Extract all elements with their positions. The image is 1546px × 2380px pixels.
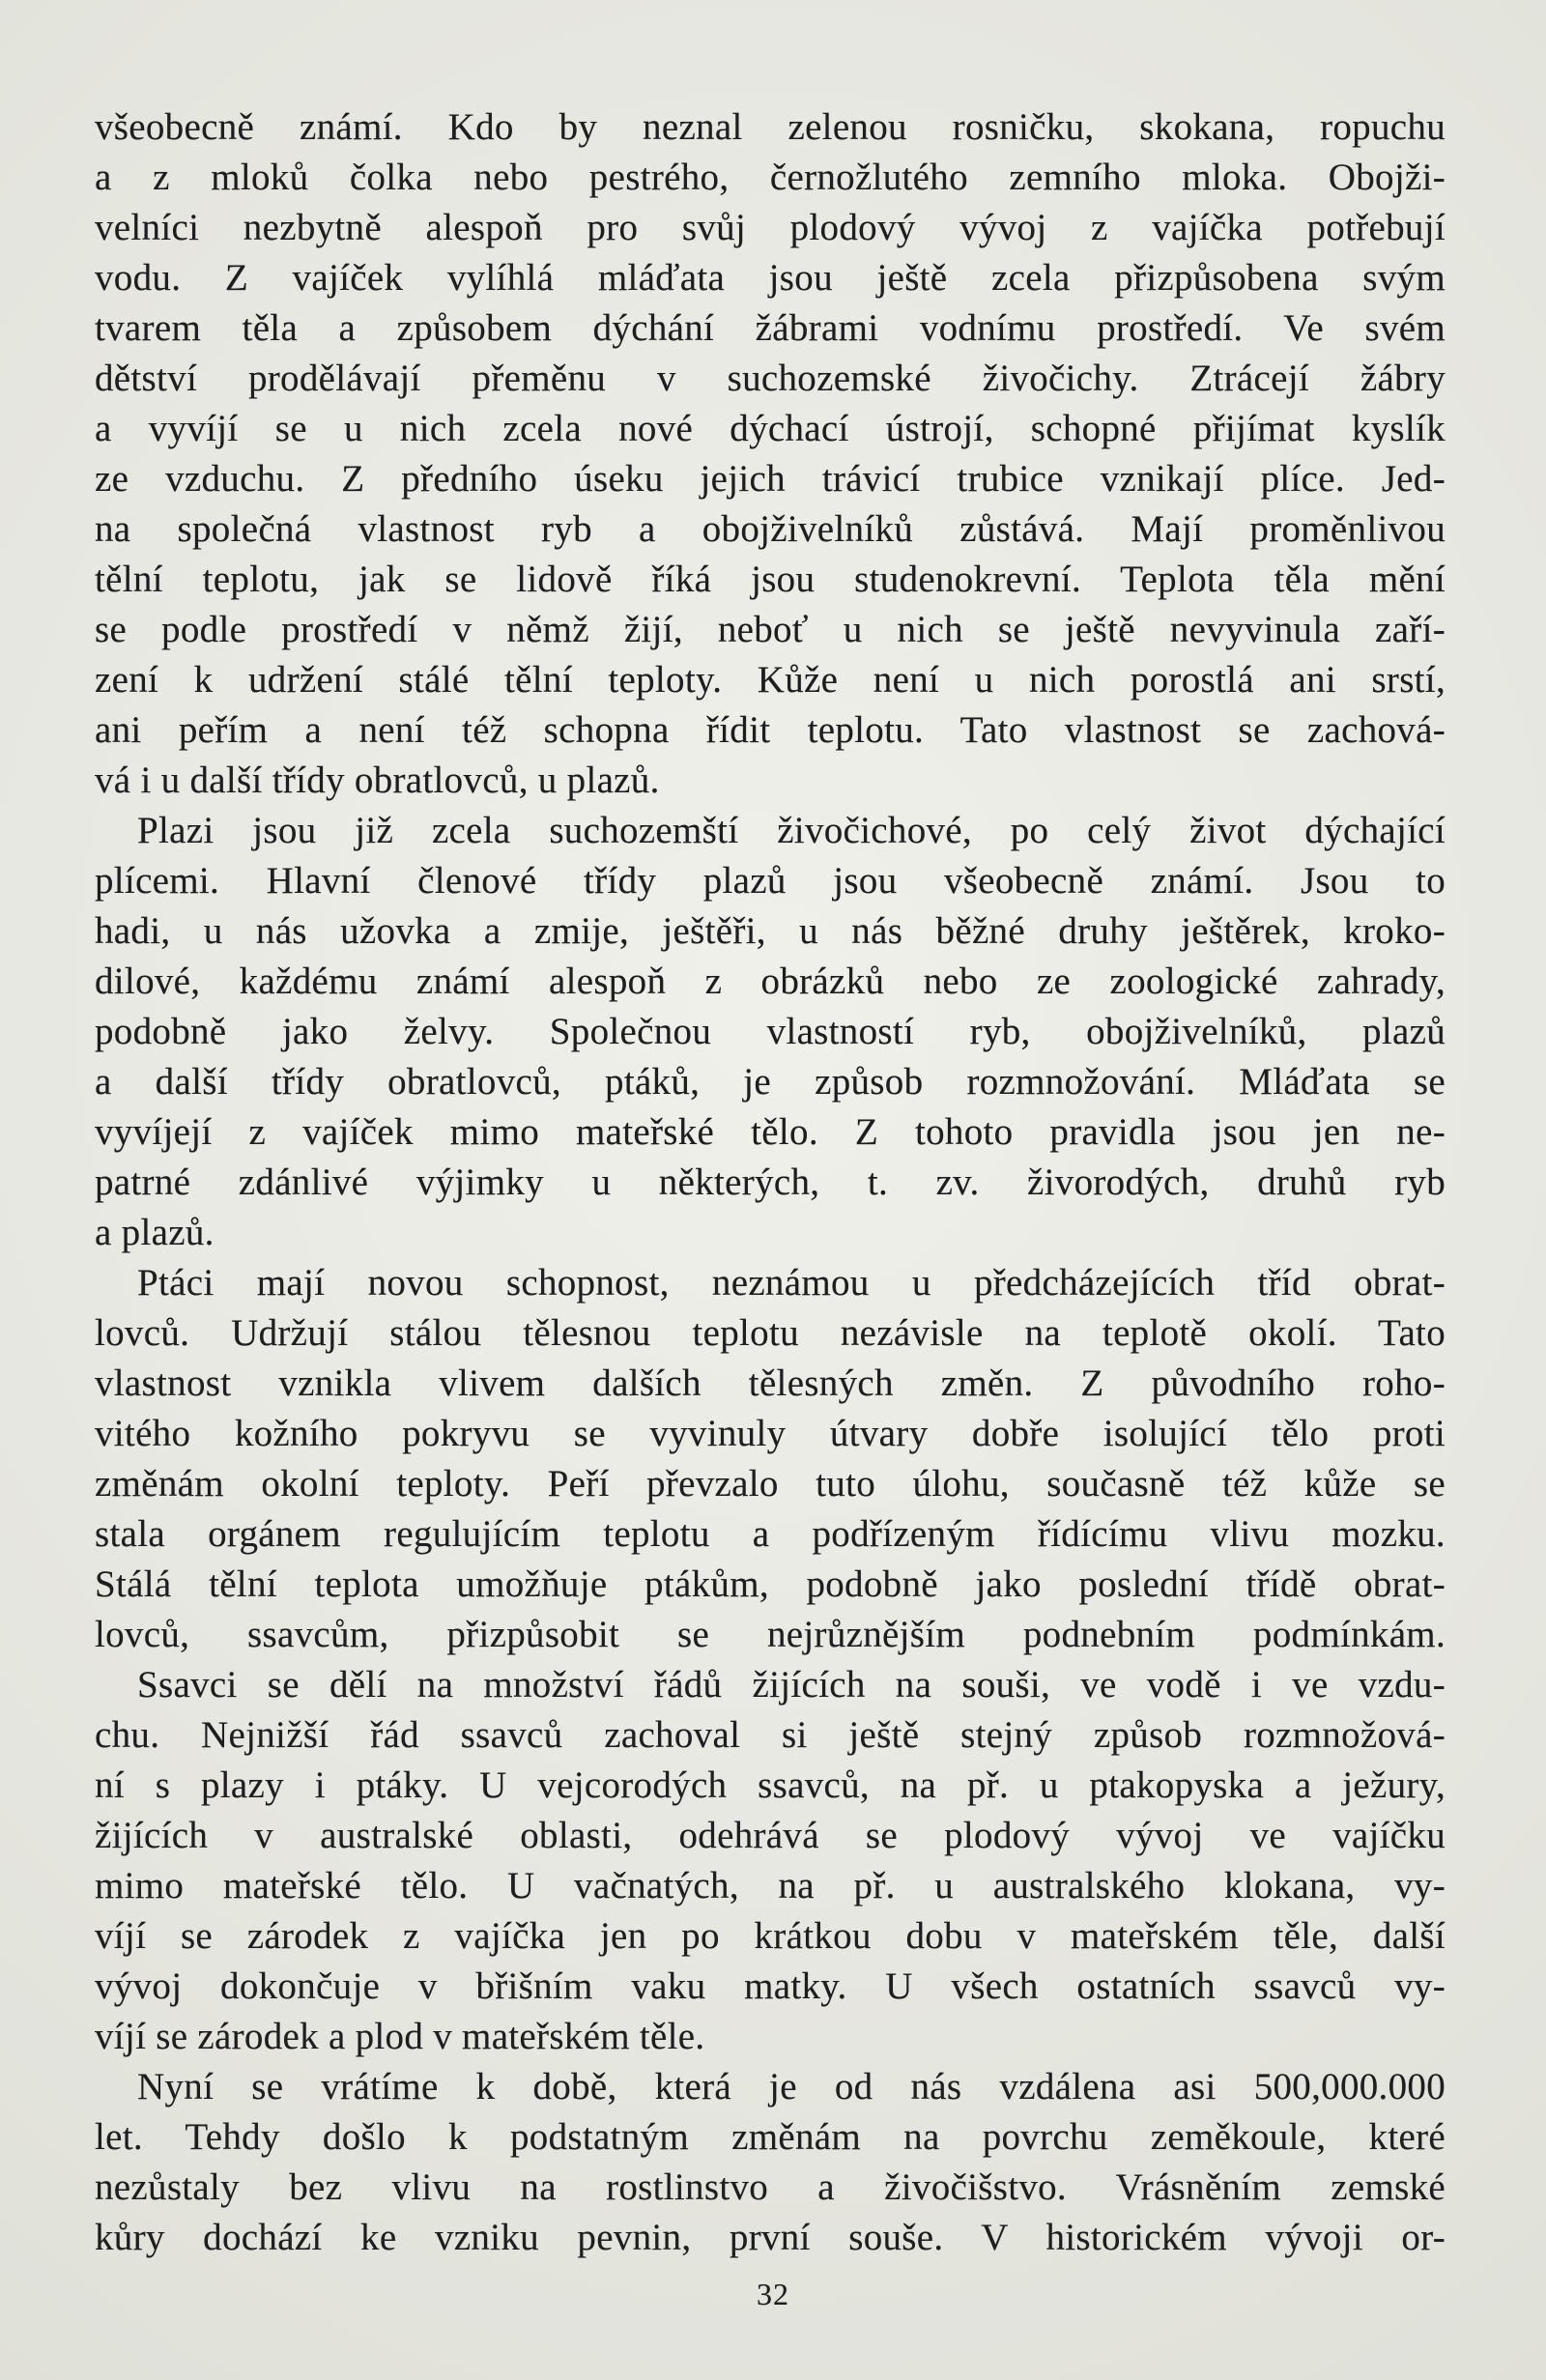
text-line: zení k udržení stálé tělní teploty. Kůže není u nich porostlá ani srstí, [95, 659, 1446, 701]
text-line: a vyvíjí se u nich zcela nové dýchací ústrojí, schopné přijímat kyslík [95, 408, 1446, 449]
text-line: Plazi jsou již zcela suchozemští živočichové, po celý život dýchající [137, 810, 1446, 851]
text-line: ze vzduchu. Z předního úseku jejich trávicí trubice vznikají plíce. Jed- [95, 458, 1446, 500]
page-number: 32 [757, 2277, 789, 2311]
text-line: na společná vlastnost ryb a obojživelníků zůstává. Mají proměnlivou [95, 508, 1446, 550]
text-line: a další třídy obratlovců, ptáků, je způsob rozmnožování. Mláďata se [95, 1061, 1446, 1103]
text-line: dilové, každému známí alespoň z obrázků nebo ze zoologické zahrady, [95, 961, 1446, 1002]
text-line: stala orgánem regulujícím teplotu a podřízeným řídícímu vlivu mozku. [95, 1513, 1446, 1555]
text-line: plícemi. Hlavní členové třídy plazů jsou všeobecně známí. Jsou to [95, 860, 1446, 902]
text-line: podobně jako želvy. Společnou vlastností ryb, obojživelníků, plazů [95, 1011, 1446, 1052]
text-block [95, 102, 1446, 2263]
text-line: lovců, ssavcům, přizpůsobit se nejrůznějším podnebním podmínkám. [95, 1614, 1446, 1655]
text-line: vitého kožního pokryvu se vyvinuly útvary dobře isolující tělo proti [95, 1413, 1446, 1454]
text-line: ani peřím a není též schopna řídit teplotu. Tato vlastnost se zachová- [95, 709, 1446, 751]
text-line: ní s plazy i ptáky. U vejcorodých ssavců, na př. u ptakopyska a ježury, [95, 1764, 1446, 1806]
text-line: kůry dochází ke vzniku pevnin, první souše. V historickém vývoji or- [95, 2217, 1446, 2258]
text-line: vyvíjejí z vajíček mimo mateřské tělo. Z tohoto pravidla jsou jen ne- [95, 1111, 1446, 1153]
text-line: patrné zdánlivé výjimky u některých, t. zv. živorodých, druhů ryb [95, 1161, 1446, 1203]
text-line: žijících v australské oblasti, odehrává se plodový vývoj ve vajíčku [95, 1815, 1446, 1856]
text-line: lovců. Udržují stálou tělesnou teplotu nezávisle na teplotě okolí. Tato [95, 1312, 1446, 1354]
text-line: chu. Nejnižší řád ssavců zachoval si ještě stejný způsob rozmnožová- [95, 1714, 1446, 1756]
text-line: vývoj dokončuje v břišním vaku matky. U všech ostatních ssavců vy- [95, 1965, 1446, 2007]
paragraph [95, 102, 1446, 806]
text-line: a z mloků čolka nebo pestrého, černožlutého zemního mloka. Obojži- [95, 157, 1446, 198]
text-line: vlastnost vznikla vlivem dalších tělesných změn. Z původního roho- [95, 1362, 1446, 1404]
text-line: let. Tehdy došlo k podstatným změnám na povrchu zeměkoule, které [95, 2116, 1446, 2158]
text-line: vá i u další třídy obratlovců, u plazů. [95, 760, 660, 801]
text-line: dětství prodělávají přeměnu v suchozemské živočichy. Ztrácejí žábry [95, 358, 1446, 399]
text-line: mimo mateřské tělo. U vačnatých, na př. u australského klokana, vy- [95, 1865, 1446, 1907]
text-line: hadi, u nás užovka a zmije, ještěři, u nás běžné druhy ještěrek, kroko- [95, 910, 1446, 952]
text-line: se podle prostředí v němž žijí, neboť u nich se ještě nevyvinula zaří- [95, 609, 1446, 650]
paragraph [95, 806, 1446, 1258]
text-line: víjí se zárodek z vajíčka jen po krátkou dobu v mateřském těle, další [95, 1915, 1446, 1957]
text-line: Ptáci mají novou schopnost, neznámou u předcházejících tříd obrat- [137, 1262, 1446, 1304]
text-line: změnám okolní teploty. Peří převzalo tuto úlohu, současně též kůže se [95, 1463, 1446, 1505]
text-line: tvarem těla a způsobem dýchání žábrami vodnímu prostředí. Ve svém [95, 307, 1446, 349]
text-line: nezůstaly bez vlivu na rostlinstvo a živočišstvo. Vrásněním zemské [95, 2166, 1446, 2208]
text-line: Stálá tělní teplota umožňuje ptákům, podobně jako poslední třídě obrat- [95, 1563, 1446, 1605]
paragraph [95, 2062, 1446, 2263]
text-line: Ssavci se dělí na množství řádů žijících na souši, ve vodě i ve vzdu- [137, 1664, 1446, 1706]
text-line: všeobecně známí. Kdo by neznal zelenou rosničku, skokana, ropuchu [95, 106, 1446, 148]
text-line: vodu. Z vajíček vylíhlá mláďata jsou ještě zcela přizpůsobena svým [95, 257, 1446, 299]
text-line: tělní teplotu, jak se lidově říká jsou studenokrevní. Teplota těla mění [95, 559, 1446, 600]
paragraph [95, 1258, 1446, 1660]
text-line: a plazů. [95, 1212, 215, 1253]
text-line: Nyní se vrátíme k době, která je od nás vzdálena asi 500,000.000 [137, 2066, 1446, 2108]
paragraph [95, 1660, 1446, 2062]
text-line: víjí se zárodek a plod v mateřském těle. [95, 2016, 705, 2057]
text-line: velníci nezbytně alespoň pro svůj plodový vývoj z vajíčka potřebují [95, 207, 1446, 248]
